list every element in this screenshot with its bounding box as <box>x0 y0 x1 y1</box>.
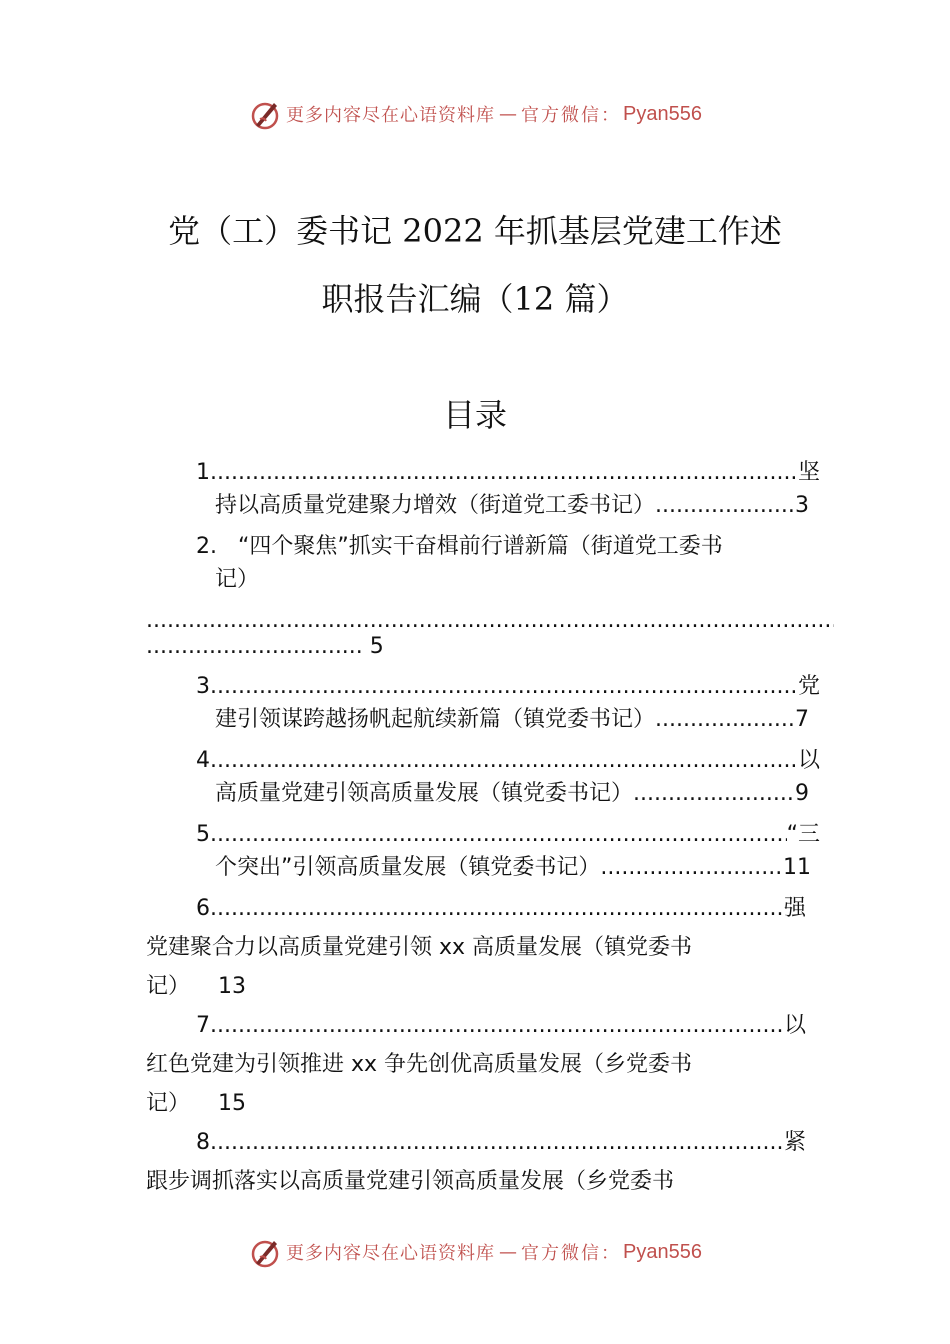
toc-entry-8-line-1[interactable] <box>196 1128 806 1158</box>
toc-entry-4-line-2[interactable] <box>215 779 809 809</box>
toc-entry-number: 8 <box>196 1130 210 1155</box>
toc-entry-number: 3 <box>196 674 210 699</box>
toc-entry-page: 13 <box>218 974 246 999</box>
toc-leader-dots <box>655 705 795 735</box>
toc-entry-7-line-3[interactable] <box>146 1089 446 1119</box>
toc-entry-first-char: 以 <box>783 1013 806 1038</box>
toc-entry-3-line-2[interactable] <box>215 705 809 735</box>
quill-pen-logo-icon <box>248 1235 282 1269</box>
toc-leader-dots <box>210 1011 784 1041</box>
toc-entry-8-line-2[interactable] <box>146 1167 786 1197</box>
toc-leader-dots <box>655 491 795 521</box>
toc-entry-number: 5 <box>196 822 210 847</box>
toc-entry-7-line-2[interactable] <box>146 1050 786 1080</box>
toc-entry-2-page-line[interactable] <box>146 632 446 662</box>
toc-leader-dots <box>210 894 784 924</box>
quill-pen-logo-icon <box>248 97 282 131</box>
toc-entry-first-char: 坚 <box>797 460 820 485</box>
toc-entry-6-line-1[interactable] <box>196 894 806 924</box>
watermark-id: Pyan556 <box>623 1240 702 1263</box>
toc-entry-number: 6 <box>196 896 210 921</box>
toc-entry-title: 建引领谋跨越扬帆起航续新篇（镇党委书记） <box>215 707 656 732</box>
toc-entry-page: 15 <box>218 1091 246 1116</box>
toc-leader-dots <box>633 779 795 809</box>
toc-entry-title: 跟步调抓落实以高质量党建引领高质量发展（乡党委书 <box>146 1169 675 1194</box>
toc-entry-number: 7 <box>196 1013 210 1038</box>
watermark-label: 官方微信： <box>521 105 622 126</box>
toc-leader-dots <box>210 458 798 488</box>
toc-entry-5-line-1[interactable] <box>196 820 820 850</box>
toc-entry-title: 党建聚合力以高质量党建引领 xx 高质量发展（镇党委书 <box>146 935 693 960</box>
toc-entry-2-line-2 <box>215 565 515 595</box>
document-title-line-1: 党（工）委书记 2022 年抓基层党建工作述 <box>168 212 782 250</box>
toc-entry-first-char: 紧 <box>783 1130 806 1155</box>
toc-leader-dots <box>210 746 798 776</box>
toc-leader-dots <box>210 1128 784 1158</box>
toc-entry-5-line-2[interactable] <box>215 853 811 883</box>
toc-entry-6-line-3[interactable] <box>146 972 446 1002</box>
watermark-footer <box>0 1232 950 1272</box>
toc-entry-page: 3 <box>795 493 809 518</box>
watermark-text: 更多内容尽在心语资料库 <box>286 105 496 126</box>
toc-entry-first-char: 党 <box>797 674 820 699</box>
toc-entry-7-line-1[interactable] <box>196 1011 806 1041</box>
toc-entry-title-cont: 记） <box>146 974 191 999</box>
toc-entry-title: “四个聚焦”抓实干奋楫前行谱新篇（街道党工委书 <box>237 534 723 559</box>
toc-leader-dots <box>600 853 783 883</box>
toc-leader-dots <box>210 672 798 702</box>
toc-leader-dots: ............................... <box>146 634 363 659</box>
toc-entry-2-line-1[interactable] <box>196 532 836 562</box>
toc-entry-number: 4 <box>196 748 210 773</box>
watermark-text: 更多内容尽在心语资料库 <box>286 1243 496 1264</box>
watermark-separator: — <box>499 1241 518 1263</box>
toc-entry-title: 个突出”引领高质量发展（镇党委书记） <box>215 855 601 880</box>
toc-entry-number: 2. <box>196 534 217 559</box>
toc-heading: 目录 <box>442 396 507 434</box>
toc-entry-number: 1 <box>196 460 210 485</box>
toc-entry-page: 9 <box>795 781 809 806</box>
toc-entry-3-line-1[interactable] <box>196 672 820 702</box>
toc-entry-first-char: 以 <box>797 748 820 773</box>
toc-leader-dots <box>210 820 787 850</box>
toc-entry-title: 高质量党建引领高质量发展（镇党委书记） <box>215 781 634 806</box>
toc-entry-6-line-2[interactable] <box>146 933 786 963</box>
toc-entry-1-line-1[interactable] <box>196 458 820 488</box>
watermark-label: 官方微信： <box>521 1243 622 1264</box>
watermark-id: Pyan556 <box>623 102 702 125</box>
toc-entry-title: 持以高质量党建聚力增效（街道党工委书记） <box>215 493 656 518</box>
toc-entry-first-char: 强 <box>783 896 806 921</box>
toc-entry-page: 11 <box>783 855 811 880</box>
watermark-separator: — <box>499 103 518 125</box>
toc-entry-title: 红色党建为引领推进 xx 争先创优高质量发展（乡党委书 <box>146 1052 693 1077</box>
toc-entry-page: 7 <box>795 707 809 732</box>
toc-entry-title-cont: 记） <box>146 1091 191 1116</box>
toc-entry-title-cont: 记） <box>215 567 260 592</box>
toc-entry-first-char: “三 <box>786 822 820 847</box>
watermark-header <box>0 94 950 134</box>
document-title-line-2: 职报告汇编（12 篇） <box>321 280 629 318</box>
toc-entry-1-line-2[interactable] <box>215 491 809 521</box>
toc-entry-4-line-1[interactable] <box>196 746 820 776</box>
toc-entry-page: 5 <box>369 634 384 659</box>
